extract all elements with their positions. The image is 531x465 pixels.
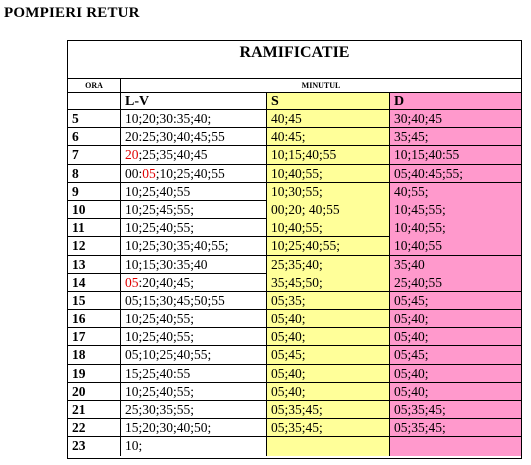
weekday-minutes-cell: 10;25;40;55; (121, 219, 267, 237)
hour-cell: 7 (68, 146, 121, 164)
table-row (68, 328, 521, 346)
hour-cell: 21 (68, 401, 121, 419)
table-row (68, 383, 521, 401)
minutes-prefix: 00: (125, 165, 143, 181)
table-row (68, 274, 521, 292)
saturday-minutes-cell: 10;40;55; (267, 165, 390, 183)
table-row (68, 237, 521, 255)
hour-cell: 22 (68, 419, 121, 437)
hour-cell: 18 (68, 346, 121, 364)
sunday-minutes-cell: 10;40;55 (390, 237, 521, 255)
saturday-minutes-cell: 00;20; 40;55 (267, 201, 390, 219)
table-row (68, 219, 521, 237)
highlighted-minute: 05 (142, 165, 156, 181)
saturday-minutes-cell: 05;45; (267, 346, 390, 364)
hour-cell: 11 (68, 219, 121, 237)
hour-cell: 9 (68, 183, 121, 201)
table-row (68, 346, 521, 364)
hour-cell: 16 (68, 310, 121, 328)
hour-cell: 10 (68, 201, 121, 219)
saturday-minutes-cell: 10;30;55; (267, 183, 390, 201)
hour-cell: 13 (68, 256, 121, 274)
table-row (68, 310, 521, 328)
sunday-minutes-cell: 05;35;45; (390, 419, 521, 437)
table-row (68, 292, 521, 310)
saturday-minutes-cell: 10;15;40;55 (267, 146, 390, 164)
hour-cell: 23 (68, 437, 121, 455)
hour-cell: 20 (68, 383, 121, 401)
table-row (68, 401, 521, 419)
weekday-minutes-cell (121, 165, 267, 183)
table-row (68, 201, 521, 219)
sunday-minutes-cell: 35;45; (390, 128, 521, 146)
weekday-minutes-cell: 10;25;40;55; (121, 310, 267, 328)
sunday-minutes-cell: 05;45; (390, 346, 521, 364)
hour-header: ORA (68, 79, 121, 93)
weekday-minutes-cell: 15;20;30;40;50; (121, 419, 267, 437)
saturday-minutes-cell: 05;35; (267, 292, 390, 310)
saturday-minutes-cell: 35;45;50; (267, 274, 390, 292)
sunday-minutes-cell: 05;45; (390, 292, 521, 310)
weekday-minutes-cell: 10;20;30:35;40; (121, 110, 267, 128)
sunday-minutes-cell: 40;55; (390, 183, 521, 201)
weekday-minutes-cell: 10;25;40;55 (121, 183, 267, 201)
table-row (68, 437, 521, 455)
table-row (68, 183, 521, 201)
saturday-minutes-cell: 05;40; (267, 328, 390, 346)
weekday-minutes-cell: 10;15;30:35;40 (121, 256, 267, 274)
sunday-minutes-cell (390, 437, 521, 455)
hour-cell: 15 (68, 292, 121, 310)
weekday-minutes-cell: 05;10;25;40;55; (121, 346, 267, 364)
minute-header: MINUTUL (121, 79, 521, 93)
hour-cell: 6 (68, 128, 121, 146)
weekday-minutes-cell: 05;15;30;45;50;55 (121, 292, 267, 310)
saturday-minutes-cell: 25;35;40; (267, 256, 390, 274)
minutes-rest: ;10;25;40;55 (155, 165, 225, 181)
weekday-minutes-cell (121, 274, 267, 292)
saturday-minutes-cell: 40:45; (267, 128, 390, 146)
saturday-minutes-cell: 05;40; (267, 383, 390, 401)
weekday-column-header: L-V (121, 93, 267, 110)
hour-subheader-blank (68, 93, 121, 110)
sunday-minutes-cell: 05;35;45; (390, 401, 521, 419)
weekday-minutes-cell: 10;25;40;55; (121, 328, 267, 346)
weekday-minutes-cell: 10; (121, 437, 267, 455)
saturday-minutes-cell: 05;35;45; (267, 419, 390, 437)
minutes-rest: :20;40;45; (138, 274, 195, 290)
weekday-minutes-cell: 15;25;40:55 (121, 365, 267, 383)
weekday-minutes-cell: 10;25;40;55; (121, 383, 267, 401)
sunday-minutes-cell: 10;40;55; (390, 219, 521, 237)
weekday-minutes-cell: 25;30;35;55; (121, 401, 267, 419)
saturday-minutes-cell: 40;45 (267, 110, 390, 128)
saturday-minutes-cell: 05;40; (267, 310, 390, 328)
sunday-minutes-cell: 25;40;55 (390, 274, 521, 292)
weekday-minutes-cell: 20:25;30;40;45;55 (121, 128, 267, 146)
table-row (68, 146, 521, 164)
table-row (68, 256, 521, 274)
table-title: RAMIFICATIE (68, 41, 521, 79)
table-row (68, 419, 521, 437)
table-row (68, 128, 521, 146)
saturday-minutes-cell: 10;25;40;55; (267, 237, 390, 255)
timetable (67, 40, 522, 459)
sunday-minutes-cell: 10;15;40:55 (390, 146, 521, 164)
weekday-minutes-cell: 10;25;45;55; (121, 201, 267, 219)
weekday-minutes-cell (121, 146, 267, 164)
table-row (68, 165, 521, 183)
sunday-minutes-cell: 35;40 (390, 256, 521, 274)
minutes-rest: ;25;35;40;45 (138, 147, 208, 163)
highlighted-minute: 20 (125, 147, 139, 163)
hour-cell: 8 (68, 165, 121, 183)
sunday-minutes-cell: 10;45;55; (390, 201, 521, 219)
highlighted-minute: 05 (125, 274, 139, 290)
weekday-minutes-cell: 10;25;30;35;40;55; (121, 237, 267, 255)
sunday-minutes-cell: 05;40; (390, 310, 521, 328)
saturday-minutes-cell (267, 437, 390, 455)
hour-cell: 14 (68, 274, 121, 292)
saturday-column-header: S (267, 93, 390, 110)
sunday-minutes-cell: 05;40; (390, 328, 521, 346)
saturday-minutes-cell: 05;40; (267, 365, 390, 383)
sunday-minutes-cell: 30;40;45 (390, 110, 521, 128)
hour-cell: 19 (68, 365, 121, 383)
sunday-minutes-cell: 05;40; (390, 383, 521, 401)
saturday-minutes-cell: 05;35;45; (267, 401, 390, 419)
hour-cell: 5 (68, 110, 121, 128)
table-row (68, 110, 521, 128)
hour-cell: 17 (68, 328, 121, 346)
hour-cell: 12 (68, 237, 121, 255)
sunday-minutes-cell: 05;40; (390, 365, 521, 383)
table-row (68, 365, 521, 383)
sunday-minutes-cell: 05;40:45;55; (390, 165, 521, 183)
sunday-column-header: D (390, 93, 521, 110)
saturday-minutes-cell: 10;40;55; (267, 219, 390, 237)
page-title: POMPIERI RETUR (4, 5, 140, 21)
timetable-rows (68, 110, 521, 456)
